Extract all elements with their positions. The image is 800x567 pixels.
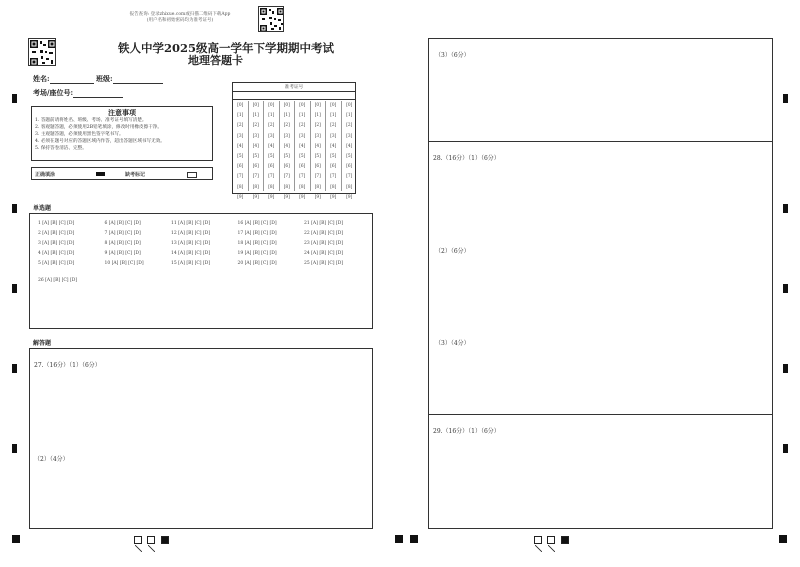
ticket-digit-bubble[interactable]: [4]	[314, 143, 321, 149]
timing-mark	[783, 364, 788, 373]
page-id-square	[147, 536, 155, 544]
page-id-square	[161, 536, 169, 544]
correct-fill-sample	[96, 172, 105, 177]
ticket-digit-bubble[interactable]: [4]	[283, 143, 290, 149]
ticket-digit-bubble[interactable]: [7]	[330, 174, 337, 180]
notice-item: 5. 保持答卷清洁、完整。	[35, 145, 87, 151]
q29-answer-area[interactable]	[428, 414, 773, 529]
mc-question[interactable]: 19 [A] [B] [C] [D]	[237, 251, 277, 256]
ticket-digit-bubble[interactable]: [0]	[268, 103, 275, 108]
ticket-digit-column[interactable]	[342, 101, 358, 200]
ticket-digit-bubble[interactable]: [5]	[237, 153, 244, 159]
q27-answer-area[interactable]	[29, 348, 373, 529]
correct-fill-label: 正确填涂	[35, 172, 56, 178]
mc-question[interactable]: 5 [A] [B] [C] [D]	[38, 261, 75, 266]
ticket-digit-bubble[interactable]: [1]	[330, 113, 337, 119]
ticket-digit-bubble[interactable]: [9]	[268, 194, 275, 200]
page-id-square	[134, 536, 142, 544]
name-label: 姓名:	[33, 74, 50, 83]
ticket-digit-bubble[interactable]: [8]	[237, 184, 244, 190]
ticket-digit-bubble[interactable]: [2]	[299, 123, 306, 129]
ticket-digit-column[interactable]	[311, 101, 327, 200]
objective-section-label: 单选题	[33, 205, 52, 212]
mc-question[interactable]: 8 [A] [B] [C] [D]	[104, 241, 141, 246]
mc-question[interactable]: 15 [A] [B] [C] [D]	[171, 261, 211, 266]
ticket-digit-bubble[interactable]: [3]	[346, 133, 353, 139]
notice-item: 1. 答题前请将姓名、班级、考场、准考证号填写清楚。	[35, 118, 147, 123]
ticket-digit-bubble[interactable]: [2]	[237, 123, 244, 129]
timing-mark	[783, 444, 788, 453]
notice-list	[32, 118, 212, 153]
ticket-digit-bubble[interactable]: [6]	[330, 164, 337, 170]
ticket-digit-bubble[interactable]: [2]	[314, 123, 321, 129]
ticket-number-grid[interactable]	[232, 82, 356, 200]
ticket-digit-bubble[interactable]: [3]	[299, 133, 306, 139]
room-blank[interactable]	[73, 90, 123, 98]
ticket-digit-bubble[interactable]: [2]	[268, 123, 275, 129]
ticket-digit-bubble[interactable]: [5]	[314, 153, 321, 159]
ticket-digit-bubble[interactable]: [5]	[299, 153, 306, 159]
ticket-digit-bubble[interactable]: [6]	[237, 164, 244, 170]
timing-mark	[12, 204, 17, 213]
ticket-digit-bubble[interactable]: [2]	[283, 123, 290, 129]
ticket-digit-bubble[interactable]: [6]	[299, 164, 306, 170]
mc-question[interactable]: 16 [A] [B] [C] [D]	[237, 221, 277, 226]
timing-mark	[12, 94, 17, 103]
ticket-digit-column[interactable]	[280, 101, 296, 200]
ticket-digit-bubble[interactable]: [0]	[346, 103, 353, 108]
ticket-digit-bubble[interactable]: [9]	[237, 194, 244, 200]
ticket-digit-bubble[interactable]: [3]	[330, 133, 337, 139]
mc-question[interactable]: 17 [A] [B] [C] [D]	[237, 231, 277, 236]
mc-question[interactable]: 25 [A] [B] [C] [D]	[304, 261, 344, 266]
mc-question[interactable]: 10 [A] [B] [C] [D]	[104, 261, 144, 266]
mc-column[interactable]	[304, 219, 343, 269]
ticket-digit-bubble[interactable]: [2]	[252, 123, 259, 129]
corner-block	[779, 535, 787, 543]
corner-block	[12, 535, 20, 543]
ticket-digit-bubble[interactable]: [6]	[346, 164, 353, 170]
ticket-digit-bubble[interactable]: [4]	[299, 143, 306, 149]
mc-question[interactable]: 22 [A] [B] [C] [D]	[304, 231, 344, 236]
notice-item: 2. 客观题答题，必须使用2B铅笔填涂，修改时用橡皮擦干净。	[35, 124, 162, 130]
mc-column[interactable]	[171, 219, 210, 269]
ticket-digit-bubble[interactable]: [1]	[346, 113, 353, 119]
notice-item: 3. 主观题答题，必须使用黑色签字笔书写。	[35, 131, 124, 137]
mc-question[interactable]: 7 [A] [B] [C] [D]	[104, 231, 141, 236]
mc-question[interactable]: 20 [A] [B] [C] [D]	[237, 261, 277, 266]
mc-question[interactable]: 12 [A] [B] [C] [D]	[171, 231, 211, 236]
mc-question[interactable]: 4 [A] [B] [C] [D]	[38, 251, 75, 256]
ticket-digit-bubble[interactable]: [6]	[314, 164, 321, 170]
ticket-digit-bubble[interactable]: [6]	[283, 164, 290, 170]
mc-question[interactable]: 11 [A] [B] [C] [D]	[171, 221, 211, 226]
q27-part2-label: （2）（4分）	[34, 456, 69, 463]
room-label: 考场/座位号:	[33, 88, 74, 97]
timing-mark	[783, 284, 788, 293]
ticket-digit-bubble[interactable]: [1]	[252, 113, 259, 119]
q27-part1-label: 27.（16分）（1）（6分）	[34, 362, 101, 369]
class-blank[interactable]	[113, 76, 163, 84]
mc-column[interactable]	[238, 219, 277, 269]
q28-part3-label: （3）（4分）	[435, 340, 470, 347]
ticket-digit-bubble[interactable]: [8]	[252, 184, 259, 190]
app-qr-code	[258, 6, 284, 32]
ticket-digit-bubble[interactable]: [5]	[252, 153, 259, 159]
ticket-digit-bubble[interactable]: [5]	[283, 153, 290, 159]
ticket-divider	[233, 91, 355, 92]
ticket-digit-column[interactable]	[249, 101, 265, 200]
q28-part1-label: 28.（16分）（1）（6分）	[433, 155, 500, 162]
ticket-digit-bubble[interactable]: [2]	[330, 123, 337, 129]
ticket-digit-bubble[interactable]: [8]	[346, 184, 353, 190]
name-blank[interactable]	[50, 76, 94, 84]
ticket-digit-bubble[interactable]: [9]	[330, 194, 337, 200]
ticket-digit-bubble[interactable]: [7]	[252, 174, 259, 180]
notice-item: 4. 必须在题号对应的答题区域内作答，超出答题区域书写无效。	[35, 138, 165, 144]
corner-block	[410, 535, 418, 543]
room-field[interactable]	[33, 88, 123, 98]
ticket-digit-bubble[interactable]: [3]	[283, 133, 290, 139]
ticket-digit-bubble[interactable]: [7]	[268, 174, 275, 180]
timing-mark	[783, 204, 788, 213]
ticket-digit-bubble[interactable]: [7]	[299, 174, 306, 180]
mc-question[interactable]: 6 [A] [B] [C] [D]	[104, 221, 141, 226]
mc-question-26[interactable]: 26 [A] [B] [C] [D]	[38, 278, 78, 283]
ticket-digit-bubble[interactable]: [7]	[283, 174, 290, 180]
student-qr-code	[28, 38, 56, 66]
mc-question[interactable]: 18 [A] [B] [C] [D]	[237, 241, 277, 246]
mc-question[interactable]: 21 [A] [B] [C] [D]	[304, 221, 344, 226]
corner-block	[395, 535, 403, 543]
ticket-digit-bubble[interactable]: [1]	[314, 113, 321, 119]
exam-title: 铁人中学2025级高一学年下学期期中考试	[118, 41, 335, 55]
ticket-digit-bubble[interactable]: [5]	[268, 153, 275, 159]
ticket-digit-bubble[interactable]: [0]	[330, 103, 337, 108]
mc-question[interactable]: 1 [A] [B] [C] [D]	[38, 221, 75, 226]
ticket-digit-column[interactable]	[295, 101, 311, 200]
ticket-digit-bubble[interactable]: [3]	[314, 133, 321, 139]
ticket-digit-bubble[interactable]: [8]	[283, 184, 290, 190]
ticket-digit-bubble[interactable]: [0]	[283, 103, 290, 108]
timing-mark	[12, 364, 17, 373]
ticket-digit-bubble[interactable]: [9]	[283, 194, 290, 200]
exam-subtitle: 地理答题卡	[188, 54, 243, 67]
note-line-1: 报告查询: 登录zhixue.com或扫描二维码下载App	[129, 12, 231, 17]
absent-mark-label: 缺考标记	[125, 172, 146, 178]
ticket-digit-bubble[interactable]: [0]	[314, 103, 321, 108]
ticket-digit-bubble[interactable]: [8]	[268, 184, 275, 190]
mc-question[interactable]: 24 [A] [B] [C] [D]	[304, 251, 344, 256]
timing-mark	[783, 94, 788, 103]
ticket-digit-bubble[interactable]: [4]	[268, 143, 275, 149]
ticket-digit-bubble[interactable]: [7]	[237, 174, 244, 180]
ticket-digit-bubble[interactable]: [2]	[346, 123, 353, 129]
ticket-digit-bubble[interactable]: [9]	[252, 194, 259, 200]
mc-question[interactable]: 23 [A] [B] [C] [D]	[304, 241, 344, 246]
ticket-digit-bubble[interactable]: [0]	[252, 103, 259, 108]
ticket-digit-bubble[interactable]: [8]	[314, 184, 321, 190]
ticket-digit-bubble[interactable]: [3]	[237, 133, 244, 139]
mc-column[interactable]	[105, 219, 144, 269]
class-label: 班级:	[96, 74, 113, 83]
q27-part3-area[interactable]	[428, 38, 773, 142]
q28-answer-area[interactable]	[428, 141, 773, 415]
q27-part3-label: （3）（6分）	[435, 52, 470, 59]
ticket-digit-column[interactable]	[264, 101, 280, 200]
page-id-square	[547, 536, 555, 544]
ticket-digit-bubble[interactable]: [1]	[237, 113, 244, 119]
q28-part2-label: （2）（6分）	[435, 248, 470, 255]
ticket-digit-column[interactable]	[326, 101, 342, 200]
ticket-digit-bubble[interactable]: [5]	[346, 153, 353, 159]
ticket-digit-bubble[interactable]: [1]	[299, 113, 306, 119]
mc-question[interactable]: 14 [A] [B] [C] [D]	[171, 251, 211, 256]
fill-example-box	[31, 167, 213, 180]
report-query-note	[105, 12, 255, 24]
ticket-digit-bubble[interactable]: [7]	[314, 174, 321, 180]
page-id-square	[534, 536, 542, 544]
mc-column[interactable]	[38, 219, 74, 269]
ticket-columns[interactable]	[233, 101, 355, 200]
page-id-square	[561, 536, 569, 544]
absent-mark-box[interactable]	[187, 172, 197, 178]
ticket-digit-bubble[interactable]: [8]	[299, 184, 306, 190]
ticket-digit-bubble[interactable]: [4]	[237, 143, 244, 149]
mc-question[interactable]: 2 [A] [B] [C] [D]	[38, 231, 75, 236]
mc-question[interactable]: 13 [A] [B] [C] [D]	[171, 241, 211, 246]
q29-part1-label: 29.（16分）（1）（6分）	[433, 428, 500, 435]
mc-question[interactable]: 9 [A] [B] [C] [D]	[104, 251, 141, 256]
ticket-digit-bubble[interactable]: [6]	[268, 164, 275, 170]
ticket-digit-bubble[interactable]: [9]	[314, 194, 321, 200]
mc-question[interactable]: 3 [A] [B] [C] [D]	[38, 241, 75, 246]
ticket-digit-bubble[interactable]: [0]	[237, 103, 244, 108]
ticket-digit-column[interactable]	[233, 101, 249, 200]
ticket-digit-bubble[interactable]: [0]	[299, 103, 306, 108]
name-field[interactable]	[33, 74, 163, 84]
ticket-digit-bubble[interactable]: [5]	[330, 153, 337, 159]
ticket-digit-bubble[interactable]: [9]	[299, 194, 306, 200]
ticket-digit-bubble[interactable]: [9]	[346, 194, 353, 200]
ticket-digit-bubble[interactable]: [4]	[330, 143, 337, 149]
ticket-digit-bubble[interactable]: [4]	[252, 143, 259, 149]
notice-box	[31, 106, 213, 161]
ticket-digit-bubble[interactable]: [1]	[283, 113, 290, 119]
ticket-digit-bubble[interactable]: [4]	[346, 143, 353, 149]
ticket-write-row[interactable]	[233, 99, 355, 100]
ticket-label: 准考证号	[284, 85, 304, 90]
notice-title: 注意事项	[108, 108, 136, 117]
ticket-digit-bubble[interactable]: [1]	[268, 113, 275, 119]
ticket-digit-bubble[interactable]: [3]	[252, 133, 259, 139]
ticket-digit-bubble[interactable]: [8]	[330, 184, 337, 190]
ticket-digit-bubble[interactable]: [6]	[252, 164, 259, 170]
subjective-section-label: 解答题	[33, 340, 52, 347]
ticket-digit-bubble[interactable]: [3]	[268, 133, 275, 139]
timing-mark	[12, 444, 17, 453]
timing-mark	[12, 284, 17, 293]
note-line-2: (用户名和初始密码均为准考证号)	[146, 18, 214, 23]
ticket-digit-bubble[interactable]: [7]	[346, 174, 353, 180]
objective-answer-area[interactable]	[29, 213, 373, 329]
